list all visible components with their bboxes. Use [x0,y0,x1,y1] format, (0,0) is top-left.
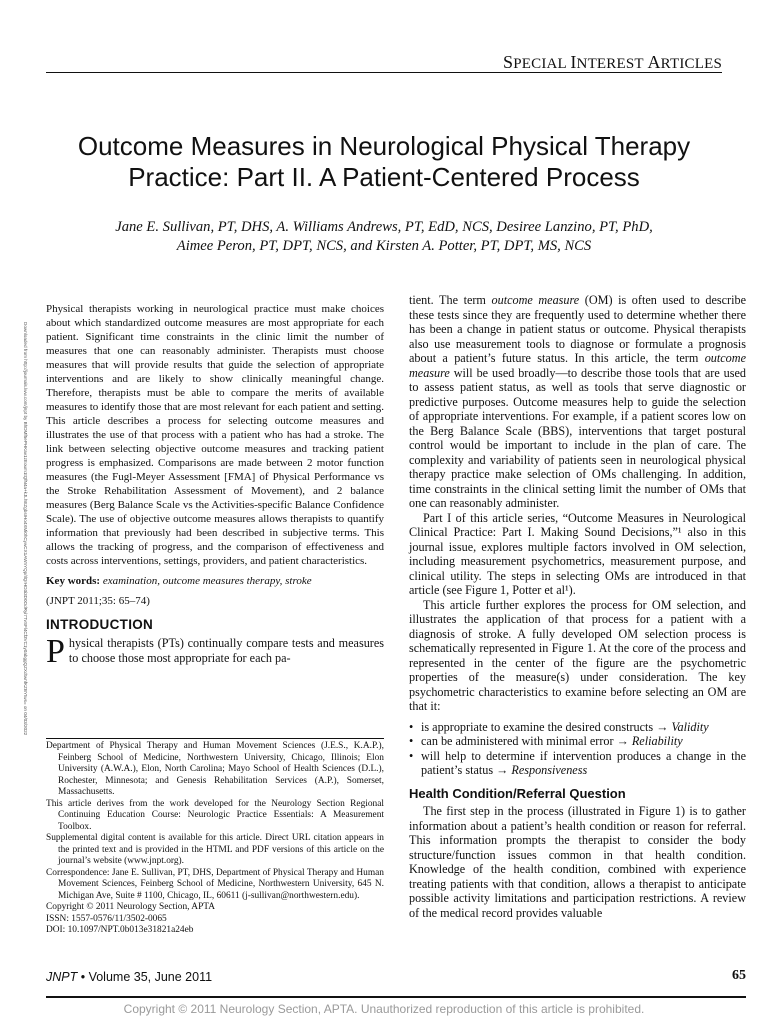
paragraph-text: will be used broadly—to describe those tools that are used to assess patient status, as well as tools that serve diagnostic or predictive purposes. Outcome measures help to guide the selection of appropriate interventions. For example, if a patient scores low on the Berg Balance Scale (BBS), interventions that target postural control would be important to include in the plan of care. The complexity and variability of patients seen in neurological physical therapy practice make selection of OMs challenging. In addition, time constraints in the clinical setting limit the number of OMs that one can reasonably administer. [409,365,746,510]
list-item-term: Responsiveness [511,763,588,777]
keywords-text: examination, outcome measures therapy, stroke [102,575,312,587]
paragraph [409,293,746,511]
paragraph: The first step in the process (illustrated in Figure 1) is to gather information about a patient’s health condition or reason for referral. This information prompts the therapist to consider the body structure/function issues common in that health condition. Knowledge of the health condition, combined with experience treating patients with that condition, allows a therapist to anticipate possible activity limitations and participation restrictions. A review of the medical record provides valuable [409,804,746,920]
footer-rule [46,996,746,998]
footnote-doi: DOI: 10.1097/NPT.0b013e31821a24eb [46,925,194,935]
section-header [46,52,722,73]
introduction-paragraph [46,633,384,670]
drop-cap: P [46,633,65,670]
footnotes [46,741,384,937]
keywords [46,574,384,588]
title-line: Outcome Measures in Neurological Physical Therapy [77,131,691,161]
section-header-text: NTEREST [576,56,644,72]
footnote-supplemental: Supplemental digital content is available for this article. Direct URL citation appears in the printed text and is provided in the HTML and PDF versions of this article on the journal’s website (www.jnpt.org). [46,833,384,866]
footnote-issn: ISSN: 1557-0576/11/3502-0065 [46,913,167,924]
left-column [46,302,384,670]
keywords-label: Key words: [46,575,101,587]
title-line: Practice: Part II. A Patient-Centered Process [128,162,640,192]
article-title [46,131,722,193]
list-item-term: Reliability [631,734,683,748]
footnote-rule [46,738,384,739]
right-column [409,293,746,920]
footnote-copyright: Copyright © 2011 Neurology Section, APTA [46,902,216,912]
copyright-notice: Copyright © 2011 Neurology Section, APTA. Unauthorized reproduction of this article is prohibited. [123,1002,645,1016]
footnote-affiliations: Department of Physical Therapy and Human Movement Sciences (J.E.S., K.A.P.), Feinberg School of Medicine, Northwestern University, Chicago, Illinois; Elon University (A.W.A.), Elon, North Carolina; Mayo School of Health Sciences (D.L.), Rochester, Minnesota; and Genesis Rehabilitation Services (A.P.), Somerset, Massachusetts. [46,741,384,797]
section-header-cap: I [570,52,577,72]
section-heading-introduction: INTRODUCTION [46,617,154,632]
section-header-text: PECIAL [513,56,567,72]
footnote-correspondence: Correspondence: Jane E. Sullivan, PT, DHS, Department of Physical Therapy and Human Movement Sciences, Feinberg School of Medicine, Northwestern University, 645 N. Michigan Ave, Suite # 1100, Chicago, IL, 60611 (j-sullivan@northwestern.edu). [46,867,384,901]
header-rule [46,72,722,73]
list-item-text: can be administered with minimal error → [421,734,632,748]
psychometric-list [409,720,746,778]
footnote-derivation: This article derives from the work developed for the Neurology Section Regional Continuing Education Course: Neurologic Practice Essentials: A Measurement Toolbox. [46,798,384,832]
paragraph-text: tient. The term [409,293,492,307]
download-watermark [18,322,30,822]
author-line: Aimee Peron, PT, DPT, NCS, and Kirsten A. Potter, PT, DPT, MS, NCS [176,238,592,254]
list-item [409,720,746,735]
paragraph-text: (OM) is often used to describe these tests since they are frequently used to determine whether there has been a change in patient status or outcome. Physical therapists also use measurement tools to diagnose or formulate a prognosis about a patient’s future status. In this article, the term [409,293,746,365]
section-header-cap: S [503,52,514,72]
list-item-text: is appropriate to examine the desired constructs → [421,719,672,734]
section-header-text: RTICLES [660,56,722,72]
journal-name: JNPT [46,970,78,984]
journal-issue: • Volume 35, June 2011 [77,970,213,984]
paragraph: This article further explores the process for OM selection, and illustrates the application of that process for a patient with a diagnosis of stroke. A fully developed OM selection process is schematically represented in Figure 1. At the core of the process and represented in the center of the figure are the psychometric properties of the measure(s) under consideration. The key psychometric characteristics to examine before selecting an OM are that it: [409,597,746,713]
introduction-text: hysical therapists (PTs) continually compare tests and measures to choose those most appropriate for each pa- [68,636,384,665]
author-line: Jane E. Sullivan, PT, DHS, A. Williams Andrews, PT, EdD, NCS, Desiree Lanzino, PT, PhD, [115,219,653,235]
emphasis-term: outcome measure [409,351,746,380]
abstract: Physical therapists working in neurological practice must make choices about which standardized outcome measures are most appropriate for each patient. Significant time constraints in the clinic limit the number of measures that one can reasonably administer. Therapists must choose measures that will provide results that guide the selection of appropriate interventions and are likely to show clinically meaningful change. Therefore, therapists must be able to compare the merits of available measures to identify those that are most relevant for each patient and setting. This article describes a process for selecting outcome measures and illustrates the use of that process with a patient who has had a stroke. The link between selecting objective outcome measures and tracking patient progress is emphasized. Comparisons are made between 2 motor function measures (the Fugl-Meyer Assessment [FMA] of Physical Performance vs the Stroke Rehabilitation Assessment of Movement), and 2 balance measures (Berg Balance Scale vs the Activities-specific Balance Confidence Scale). The use of objective outcome measures allows therapists to quantify information that previously had been described in subjective terms. This allows the tracking of progress, and the comparison of effectiveness and costs across interventions, settings, providers, and patient characteristics. [46,303,384,567]
author-list [60,218,708,256]
page-number: 65 [732,968,746,983]
list-item [409,734,746,749]
citation: (JNPT 2011;35: 65–74) [46,595,150,607]
list-item-text: will help to determine if intervention produces a change in the patient’s status → [421,748,746,777]
section-header-cap: A [647,52,661,72]
emphasis-term: outcome measure [491,293,580,307]
subsection-heading: Health Condition/Referral Question [409,785,626,801]
download-watermark-text: Downloaded from http://journals.lww.com/jnpt by BhDMf5ePHKav1zEoum1tQfN4a+kJLhEZgbsIHo4XMi0hCywCX1AWnYQp/IlQrHD3i3D0OdRyi7TvSFl4Cf3VC1y0abggQZXdtwnfKZBYtws= on 04/03/2022 [23,322,28,736]
journal-footer [46,970,212,984]
paragraph: Part I of this article series, “Outcome Measures in Neurological Clinical Practice: Part I. Making Sound Decisions,”¹ also in this journal issue, explores multiple factors involved in OM selection, including measurement psychometrics, measurement purpose, and clinical utility. The steps in selecting OMs are introduced in that article (see Figure 1, Potter et al¹). [409,510,746,597]
list-item [409,749,746,778]
list-item-term: Validity [671,719,709,734]
